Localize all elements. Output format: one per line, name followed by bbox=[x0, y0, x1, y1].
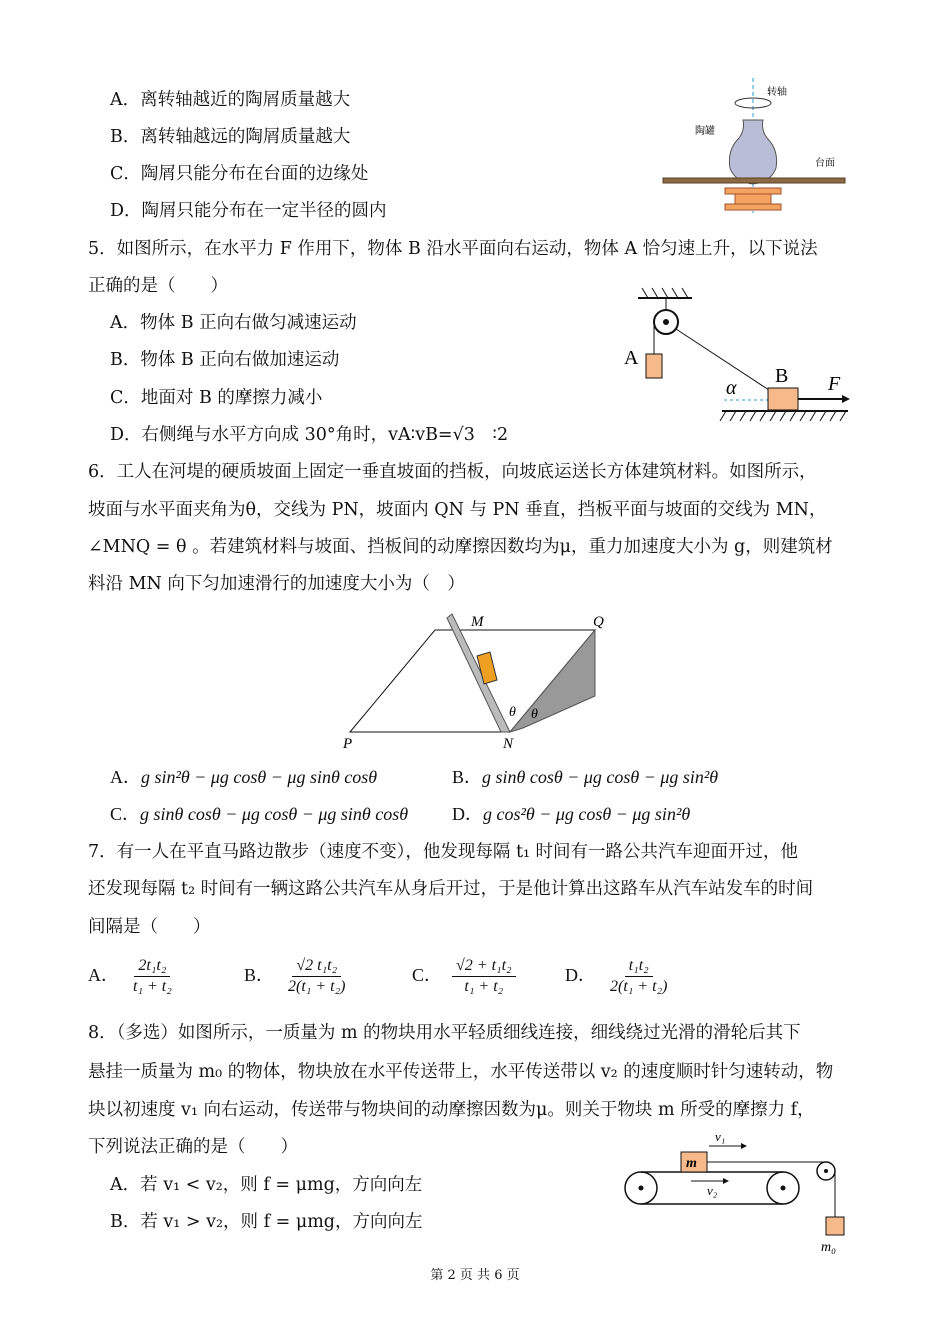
q6-option-c: C．g sinθ cosθ − μg cosθ − μg sinθ cosθ bbox=[110, 804, 409, 824]
label-f: F bbox=[828, 373, 841, 395]
q7-stem-line: 还发现每隔 t₂ 时间有一辆这路公共汽车从身后开过，于是他计算出这路车从汽车站发车的时间 bbox=[88, 879, 814, 899]
q5-option-a: A．物体 B 正向右做匀减速运动 bbox=[110, 313, 357, 333]
q6-option-a: A．g sin²θ − μg cosθ − μg sinθ cosθ bbox=[110, 767, 378, 787]
label-q: Q bbox=[593, 614, 604, 630]
jar-label: 陶罐 bbox=[695, 126, 715, 137]
label-p: P bbox=[343, 736, 353, 752]
label-v2: v₂ bbox=[707, 1183, 718, 1198]
q8-stem-line: 8．（多选）如图所示，一质量为 m 的物块用水平轻质细线连接，细线绕过光滑的滑轮后其下 bbox=[88, 1023, 801, 1043]
q8-option-b: B．若 v₁ > v₂，则 f = μmg，方向向左 bbox=[110, 1212, 423, 1232]
conveyor-figure bbox=[615, 1125, 855, 1260]
q4-option-a: A．离转轴越近的陶屑质量越大 bbox=[110, 90, 351, 110]
table-label: 台面 bbox=[815, 158, 835, 169]
label-n: N bbox=[503, 736, 514, 752]
label-m: M bbox=[471, 614, 484, 630]
q5-option-d: D．右侧绳与水平方向成 30°角时，vA∶vB=√3 ∶2 bbox=[110, 425, 509, 445]
q8-option-a: A．若 v₁ < v₂，则 f = μmg，方向向左 bbox=[110, 1175, 423, 1195]
axis-label: 转轴 bbox=[767, 87, 787, 98]
q6-option-d: D．g cos²θ − μg cosθ − μg sin²θ bbox=[452, 804, 691, 824]
q7-stem-line: 间隔是（ ） bbox=[88, 917, 211, 937]
label-b: B bbox=[775, 365, 789, 387]
label-m0: m₀ bbox=[821, 1240, 836, 1255]
label-theta-2: θ bbox=[531, 707, 538, 722]
q7-option-c: C． $\frac{\text{√2 + t₁t₂}}{\text{t₁ + t₂}}$ bbox=[412, 956, 516, 997]
q4-option-c: C．陶屑只能分布在台面的边缘处 bbox=[110, 164, 369, 184]
q7-option-a: A． $\frac{\text{2t₁t₂}}{\text{t₁ + t₂}}$ bbox=[88, 957, 172, 995]
label-theta-1: θ bbox=[509, 705, 516, 720]
slope-baffle-figure bbox=[335, 608, 615, 753]
page-footer: 第 2 页 共 6 页 bbox=[430, 1268, 520, 1283]
q5-option-b: B．物体 B 正向右做加速运动 bbox=[110, 350, 340, 370]
q5-stem-line: 5．如图所示，在水平力 F 作用下，物体 B 沿水平面向右运动，物体 A 恰匀速上升，以下说法 bbox=[88, 239, 818, 259]
q7-stem-line: 7．有一人在平直马路边散步（速度不变），他发现每隔 t₁ 时间有一路公共汽车迎面开过，他 bbox=[88, 842, 799, 862]
q6-stem-line: 料沿 MN 向下匀加速滑行的加速度大小为（ ） bbox=[88, 574, 465, 594]
label-alpha: α bbox=[726, 377, 737, 399]
q7-option-d: D． $\frac{\text{t₁t₂}}{\text{2(t₁ + t₂)}}$ bbox=[565, 957, 668, 995]
q6-stem-line: ∠MNQ = θ 。若建筑材料与坡面、挡板间的动摩擦因数均为μ，重力加速度大小为 g，则建筑材 bbox=[88, 537, 833, 557]
pottery-wheel-figure bbox=[655, 78, 855, 218]
q4-option-d: D．陶屑只能分布在一定半径的圆内 bbox=[110, 201, 387, 221]
q6-stem-line: 6．工人在河堤的硬质坡面上固定一垂直坡面的挡板，向坡底运送长方体建筑材料。如图所示， bbox=[88, 462, 817, 482]
q8-stem-line: 块以初速度 v₁ 向右运动，传送带与物块间的动摩擦因数为μ。则关于物块 m 所受的摩擦力 f， bbox=[88, 1100, 815, 1120]
q8-stem-line: 下列说法正确的是（ ） bbox=[88, 1137, 298, 1157]
label-m: m bbox=[686, 1156, 697, 1171]
q5-option-c: C．地面对 B 的摩擦力减小 bbox=[110, 388, 323, 408]
label-v1: v₁ bbox=[715, 1129, 726, 1144]
label-a: A bbox=[624, 347, 639, 369]
q6-stem-line: 坡面与水平面夹角为θ，交线为 PN，坡面内 QN 与 PN 垂直，挡板平面与坡面的交线为 MN， bbox=[88, 500, 827, 520]
q7-option-b: B． $\frac{\text{√2 t₁t₂}}{\text{2(t₁ + t₂)}}$ bbox=[244, 957, 346, 995]
pulley-figure bbox=[620, 284, 860, 429]
q5-stem-line: 正确的是（ ） bbox=[88, 276, 228, 296]
q8-stem-line: 悬挂一质量为 m₀ 的物体，物块放在水平传送带上，水平传送带以 v₂ 的速度顺时针匀速转动，物 bbox=[88, 1062, 834, 1082]
q4-option-b: B．离转轴越远的陶屑质量越大 bbox=[110, 127, 351, 147]
q6-option-b: B．g sinθ cosθ − μg cosθ − μg sin²θ bbox=[452, 767, 719, 787]
